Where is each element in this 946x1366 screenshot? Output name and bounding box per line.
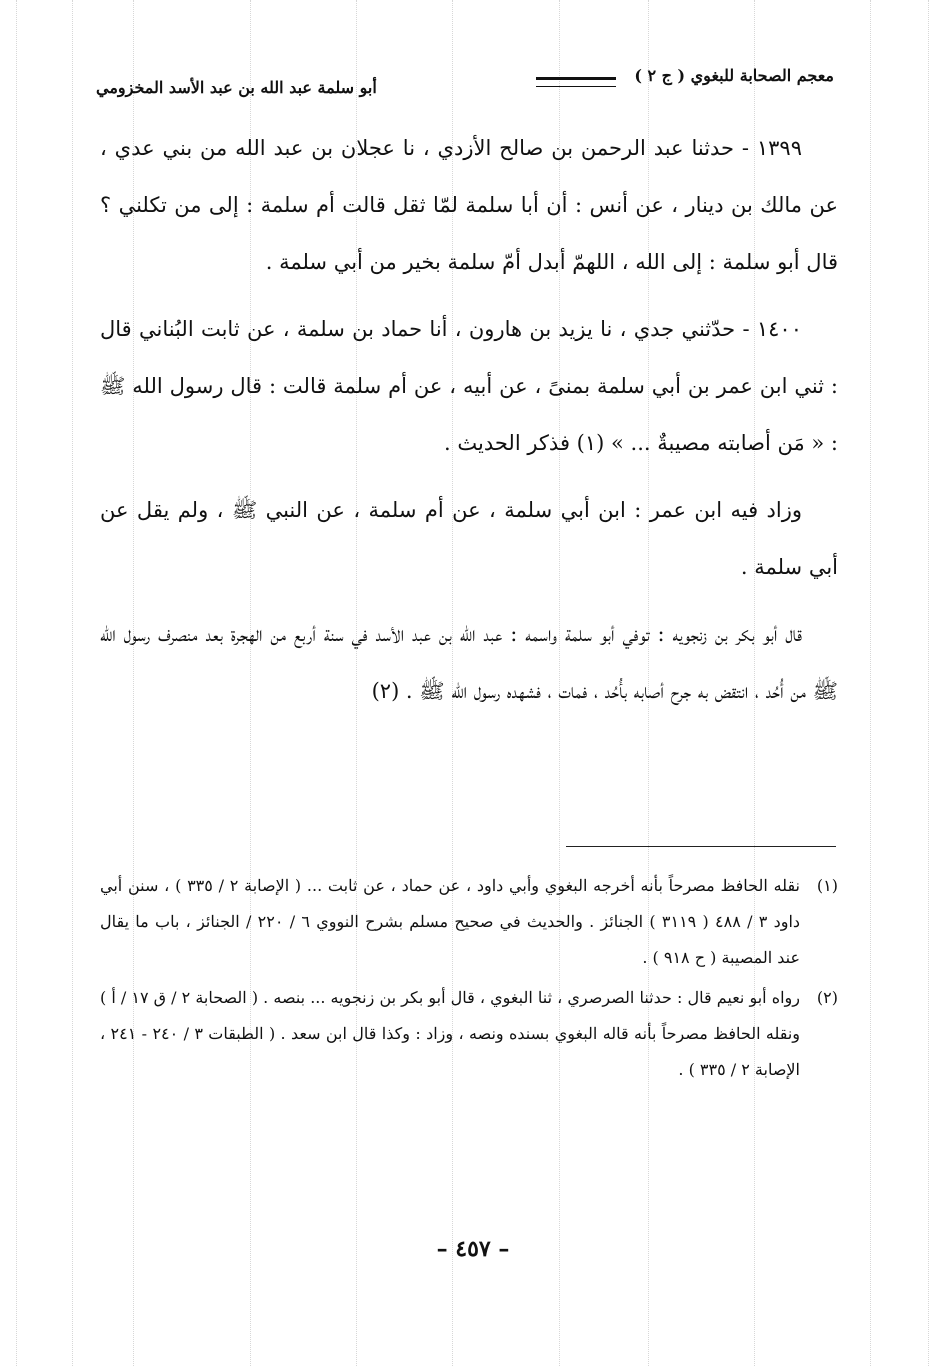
header-book-title: معجم الصحابة للبغوي ( ج ٢ ) xyxy=(634,66,834,85)
footnote-item xyxy=(100,980,838,1088)
footnote-number: (٢) xyxy=(816,988,838,1007)
paragraph-addition: وزاد فيه ابن عمر : ابن أبي سلمة ، عن أم سلمة ، عن النبي ﷺ ، ولم يقل عن أبي سلمة . xyxy=(100,498,838,579)
page-number: – ٤٥٧ – xyxy=(436,1236,510,1262)
footnote-text: رواه أبو نعيم قال : حدثنا الصرصري ، ثنا البغوي ، قال أبو بكر بن زنجويه ... بنصه . ( الصحابة ٢ / ق ١٧ / أ ) ونقله الحافظ مصرحاً بأنه قاله البغوي بسنده ونصه ، وزاد : وكذا قال ابن سعد . ( الطبقات ٣ / ٢٤٠ - ٢٤١ ، الإصابة ٢ / ٣٣٥ ) . xyxy=(100,988,801,1079)
header-rule xyxy=(536,77,616,87)
paragraph-hadith-1399: ١٣٩٩ - حدثنا عبد الرحمن بن صالح الأزدي ، نا عجلان بن عبد الله من بني عدي ، عن مالك بن دينار ، عن أنس : أن أبا سلمة لمّا ثقل قالت أم سلمة : إلى من تكلني ؟ قال أبو سلمة : إلى الله ، اللهمّ أبدل أمّ سلمة بخير من أبي سلمة . xyxy=(100,136,838,274)
guide-line xyxy=(16,0,17,1366)
guide-line xyxy=(870,0,871,1366)
footnote-number: (١) xyxy=(816,876,838,895)
guide-line xyxy=(72,0,73,1366)
guide-line xyxy=(928,0,929,1366)
footnotes xyxy=(100,868,838,1092)
paragraph-death-note: قال أبو بكر بن زنجويه : توفي أبو سلمة واسمه : عبد الله بن عبد الأسد في سنة أربع من الهجرة بعد منصرف رسول الله ﷺ من أُحُد ، انتقض به جرح أصابه بأُحُد ، فمات ، فشهده رسول الله ﷺ . (٢) xyxy=(100,622,838,703)
running-header xyxy=(96,66,834,106)
footnote-separator xyxy=(566,846,836,847)
main-text xyxy=(100,120,838,730)
paragraph-hadith-1400: ١٤٠٠ - حدّثني جدي ، نا يزيد بن هارون ، أنا حماد بن سلمة ، عن ثابت البُناني قال : ثني ابن عمر بن أبي سلمة بمنىً ، عن أبيه ، عن أم سلمة قالت : قال رسول الله ﷺ : « مَن أصابته مصيبةٌ ... » (١) فذكر الحديث . xyxy=(100,317,838,455)
footnote-text: نقله الحافظ مصرحاً بأنه أخرجه البغوي وأبي داود ، عن حماد ، عن ثابت ... ( الإصابة ٢ / ٣٣٥ ) ، سنن أبي داود ٣ / ٤٨٨ ( ٣١١٩ ) الجنائز . والحديث في صحيح مسلم بشرح النووي ٦ / ٢٢٠ / الجنائز ، باب ما يقال عند المصيبة ( ح ٩١٨ ) . xyxy=(100,876,801,967)
footnote-item xyxy=(100,868,838,976)
header-chapter-subject: أبو سلمة عبد الله بن عبد الأسد المخزومي xyxy=(96,78,377,97)
